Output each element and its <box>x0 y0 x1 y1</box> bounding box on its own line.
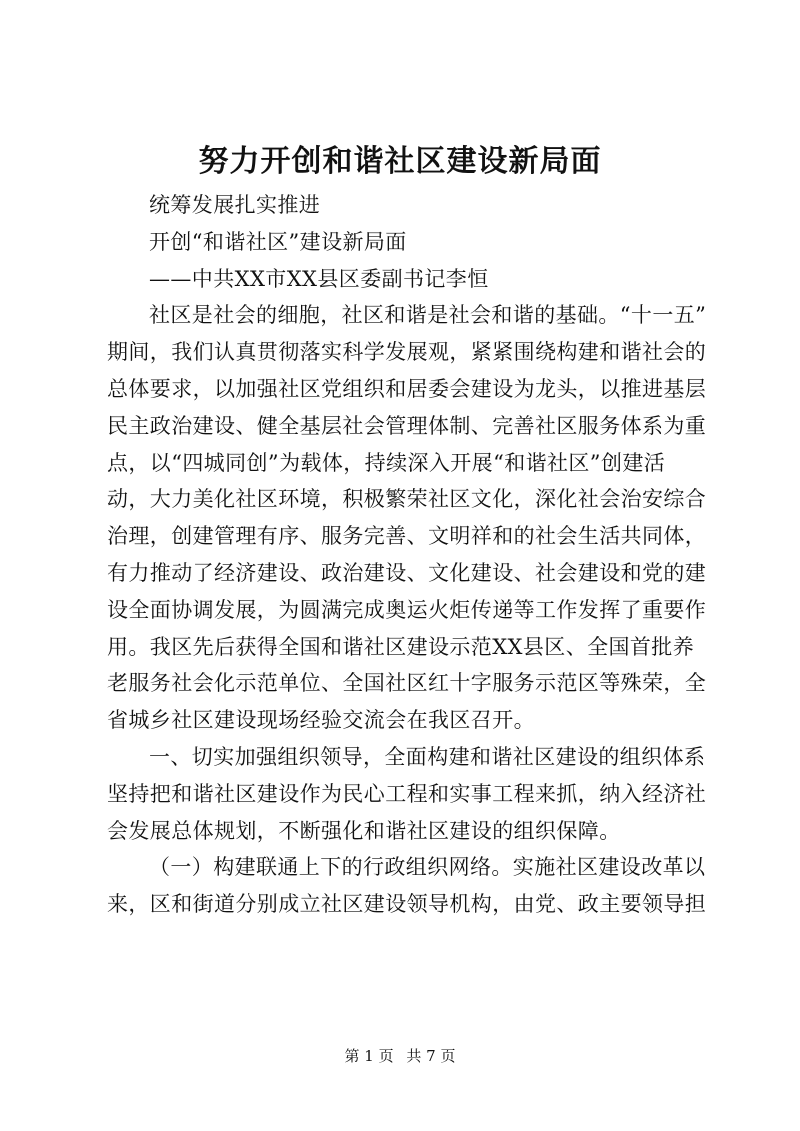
author-line: ——中共XX市XX县区委副书记李恒 <box>149 266 489 291</box>
paragraph-line: 坚持把和谐社区建设作为民心工程和实事工程来抓，纳入经济社 <box>107 781 707 806</box>
paragraph-line: 民主政治建设、健全基层社会管理体制、完善社区服务体系为重 <box>107 413 707 438</box>
paragraph-line: 总体要求，以加强社区党组织和居委会建设为龙头，以推进基层 <box>107 376 707 401</box>
paragraph-line: 省城乡社区建设现场经验交流会在我区召开。 <box>107 708 535 733</box>
paragraph-line: 设全面协调发展，为圆满完成奥运火炬传递等工作发挥了重要作 <box>107 597 707 622</box>
paragraph-line: （一）构建联通上下的行政组织网络。实施社区建设改革以 <box>149 855 706 880</box>
subtitle-line: 开创“和谐社区”建设新局面 <box>149 229 407 254</box>
paragraph-line: 老服务社会化示范单位、全国社区红十字服务示范区等殊荣，全 <box>107 671 707 696</box>
document-title: 努力开创和谐社区建设新局面 <box>198 144 602 179</box>
paragraph-line: 来，区和街道分别成立社区建设领导机构，由党、政主要领导担 <box>107 892 707 917</box>
paragraph-line: 治理，创建管理有序、服务完善、文明祥和的社会生活共同体， <box>107 524 707 549</box>
paragraph-line: 会发展总体规划，不断强化和谐社区建设的组织保障。 <box>107 818 621 843</box>
page-number: 第 1 页 <box>344 1047 394 1065</box>
paragraph-line: 期间，我们认真贯彻落实科学发展观，紧紧围绕构建和谐社会的 <box>107 340 707 365</box>
page-total: 共 7 页 <box>406 1047 456 1065</box>
paragraph-line: 点，以“四城同创”为载体，持续深入开展“和谐社区”创建活 <box>107 450 666 475</box>
section-heading-line: 一、切实加强组织领导，全面构建和谐社区建设的组织体系 <box>149 744 706 769</box>
subtitle-line: 统筹发展扎实推进 <box>149 193 321 217</box>
document-body <box>107 187 707 923</box>
paragraph-line: 社区是社会的细胞，社区和谐是社会和谐的基础。“十一五” <box>149 303 707 328</box>
paragraph-line: 动，大力美化社区环境，积极繁荣社区文化，深化社会治安综合 <box>107 487 707 512</box>
paragraph-line: 用。我区先后获得全国和谐社区建设示范XX县区、全国首批养 <box>107 634 695 659</box>
paragraph-line: 有力推动了经济建设、政治建设、文化建设、社会建设和党的建 <box>107 560 707 585</box>
page-footer <box>0 1046 800 1066</box>
